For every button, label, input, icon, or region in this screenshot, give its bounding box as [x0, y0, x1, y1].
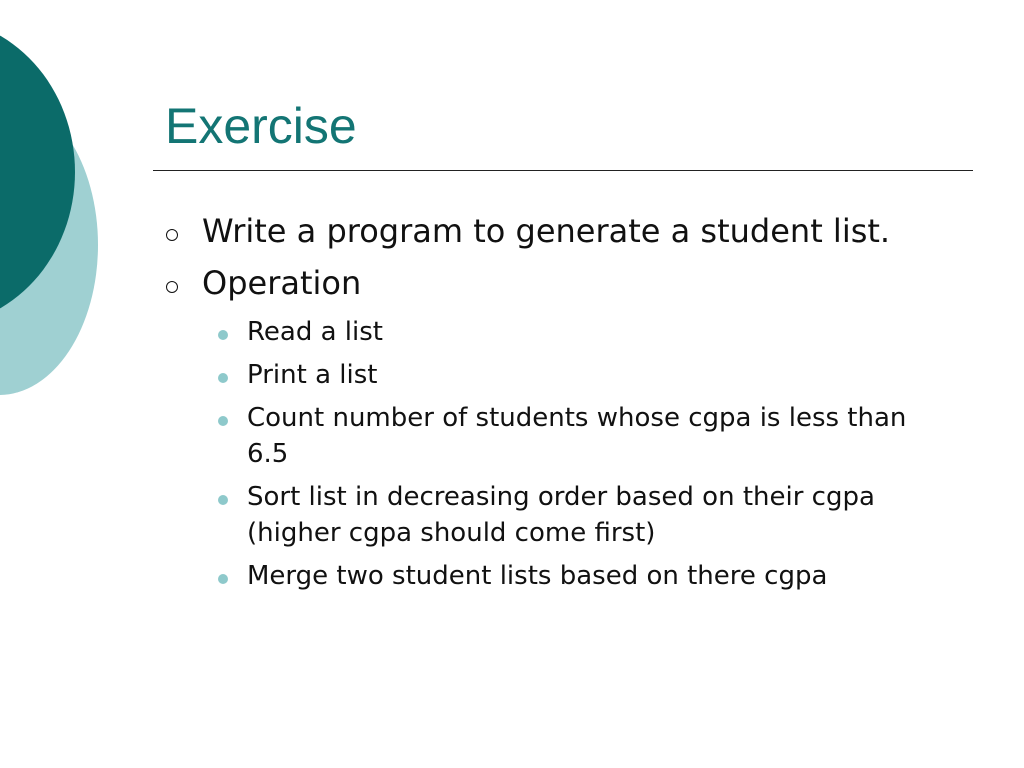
sub-bullet-text: Sort list in decreasing order based on their cgpa (higher cgpa should come first): [247, 482, 875, 548]
bullet-text: Operation: [202, 264, 362, 302]
sub-bullet-item: [165, 479, 955, 551]
sub-bullet-text: Count number of students whose cgpa is less than 6.5: [247, 403, 907, 469]
slide-content: [165, 210, 955, 601]
sub-bullet-item: [165, 357, 955, 393]
hollow-circle-bullet-icon: [166, 229, 178, 241]
sub-bullet-item: [165, 314, 955, 350]
dot-bullet-icon: [218, 574, 228, 584]
hollow-circle-bullet-icon: [166, 281, 178, 293]
dot-bullet-icon: [218, 495, 228, 505]
dot-bullet-icon: [218, 416, 228, 426]
bullet-item: [165, 262, 955, 304]
sub-bullet-list: [165, 314, 955, 594]
bullet-text: Write a program to generate a student list.: [202, 212, 891, 250]
slide-title: Exercise: [165, 98, 357, 154]
dot-bullet-icon: [218, 373, 228, 383]
title-divider: [153, 170, 973, 171]
bullet-item: [165, 210, 955, 252]
dot-bullet-icon: [218, 330, 228, 340]
sub-bullet-text: Print a list: [247, 360, 378, 390]
sub-bullet-text: Merge two student lists based on there cgpa: [247, 561, 828, 591]
sub-bullet-item: [165, 558, 955, 594]
sub-bullet-text: Read a list: [247, 317, 383, 347]
sub-bullet-item: [165, 400, 955, 472]
